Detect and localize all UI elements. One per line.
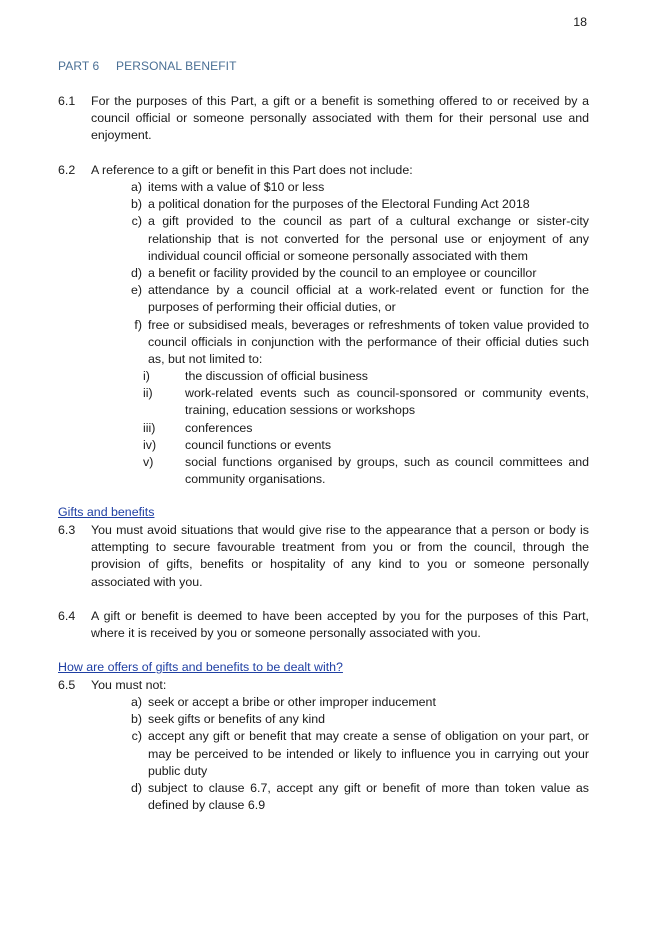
subitem-text: social functions organised by groups, such as council committees and community organisations. — [185, 455, 589, 487]
clause-number: 6.1 — [58, 94, 76, 108]
list-item — [120, 711, 589, 728]
part-title: PERSONAL BENEFIT — [116, 59, 237, 73]
subitem-label: iv) — [143, 437, 157, 452]
list-item — [120, 213, 589, 265]
list-item — [120, 196, 589, 213]
item-text: a political donation for the purposes of the Electoral Funding Act 2018 — [148, 197, 530, 212]
item-label: d) — [130, 781, 142, 796]
subitem-label: iii) — [143, 420, 156, 435]
clause-6-5-items — [120, 694, 589, 814]
clause-6-2 — [58, 162, 589, 179]
clause-6-5 — [58, 677, 589, 694]
item-text: attendance by a council official at a work-related event or function for the purposes of performing their official duties, or — [148, 283, 589, 315]
clause-text: A gift or benefit is deemed to have been accepted by you for the purposes of this Part, where it is received by you or someone personally associated with you. — [91, 609, 589, 641]
item-text: a gift provided to the council as part of a cultural exchange or sister-city relationship that is not converted for the personal use or enjoyment of any individual council official or someone personally associated with them — [148, 214, 589, 263]
clause-text: You must not: — [91, 678, 167, 692]
part-heading — [58, 59, 237, 73]
item-label: b) — [130, 712, 142, 727]
list-item — [143, 368, 589, 385]
offers-heading: How are offers of gifts and benefits to be dealt with? — [58, 660, 343, 674]
clause-6-4 — [58, 608, 589, 642]
subitem-text: conferences — [185, 420, 253, 435]
item-label: d) — [130, 266, 142, 281]
list-item — [120, 282, 589, 316]
part-number: PART 6 — [58, 59, 100, 73]
item-label: b) — [130, 197, 142, 212]
item-text: subject to clause 6.7, accept any gift or benefit of more than token value as defined by clause 6.9 — [148, 781, 589, 813]
list-item — [120, 179, 589, 196]
clause-number: 6.3 — [58, 523, 76, 537]
item-text: a benefit or facility provided by the council to an employee or councillor — [148, 266, 537, 281]
clause-6-2-subitems — [143, 368, 589, 488]
item-text: seek gifts or benefits of any kind — [148, 712, 326, 727]
clause-number: 6.2 — [58, 163, 76, 177]
subitem-label: i) — [143, 369, 150, 383]
item-label: a) — [130, 180, 142, 194]
page-number: 18 — [573, 15, 587, 29]
list-item — [120, 728, 589, 780]
item-label: c) — [131, 214, 142, 229]
clause-text: For the purposes of this Part, a gift or a benefit is something offered to or received by a council official or someone personally associated with them for their personal use and enjoyment. — [91, 94, 589, 143]
item-label: a) — [130, 695, 142, 709]
list-item — [143, 385, 589, 419]
item-text: accept any gift or benefit that may create a sense of obligation on your part, or may be perceived to be intended or likely to influence you in carrying out your public duty — [148, 729, 589, 778]
subitem-text: council functions or events — [185, 437, 332, 452]
clause-6-2-items — [120, 179, 589, 368]
gifts-and-benefits-heading: Gifts and benefits — [58, 505, 155, 519]
list-item — [120, 265, 589, 282]
list-item — [143, 437, 589, 454]
item-label: f) — [134, 317, 142, 332]
list-item — [120, 317, 589, 369]
subitem-label: v) — [143, 455, 154, 470]
subitem-text: the discussion of official business — [185, 369, 368, 383]
item-label: e) — [130, 283, 142, 298]
item-text: items with a value of $10 or less — [148, 180, 325, 194]
clause-number: 6.5 — [58, 678, 76, 692]
list-item — [143, 420, 589, 437]
subitem-text: work-related events such as council-sponsored or community events, training, education sessions or workshops — [185, 386, 589, 418]
clause-6-1 — [58, 93, 589, 145]
list-item — [143, 454, 589, 488]
clause-6-3 — [58, 522, 589, 591]
clause-number: 6.4 — [58, 609, 76, 623]
list-item — [120, 694, 589, 711]
clause-text: A reference to a gift or benefit in this Part does not include: — [91, 163, 413, 177]
list-item — [120, 780, 589, 814]
clause-text: You must avoid situations that would give rise to the appearance that a person or body is attempting to secure favourable treatment from you or from the council, through the provision of gifts, benefits or hospitality of any kind to you or someone personally associated with you. — [91, 523, 589, 589]
item-text: free or subsidised meals, beverages or refreshments of token value provided to council officials in conjunction with the performance of their official duties such as, but not limited to: — [148, 317, 589, 367]
item-label: c) — [131, 729, 142, 744]
subitem-label: ii) — [143, 386, 153, 401]
item-text: seek or accept a bribe or other improper inducement — [148, 695, 436, 709]
